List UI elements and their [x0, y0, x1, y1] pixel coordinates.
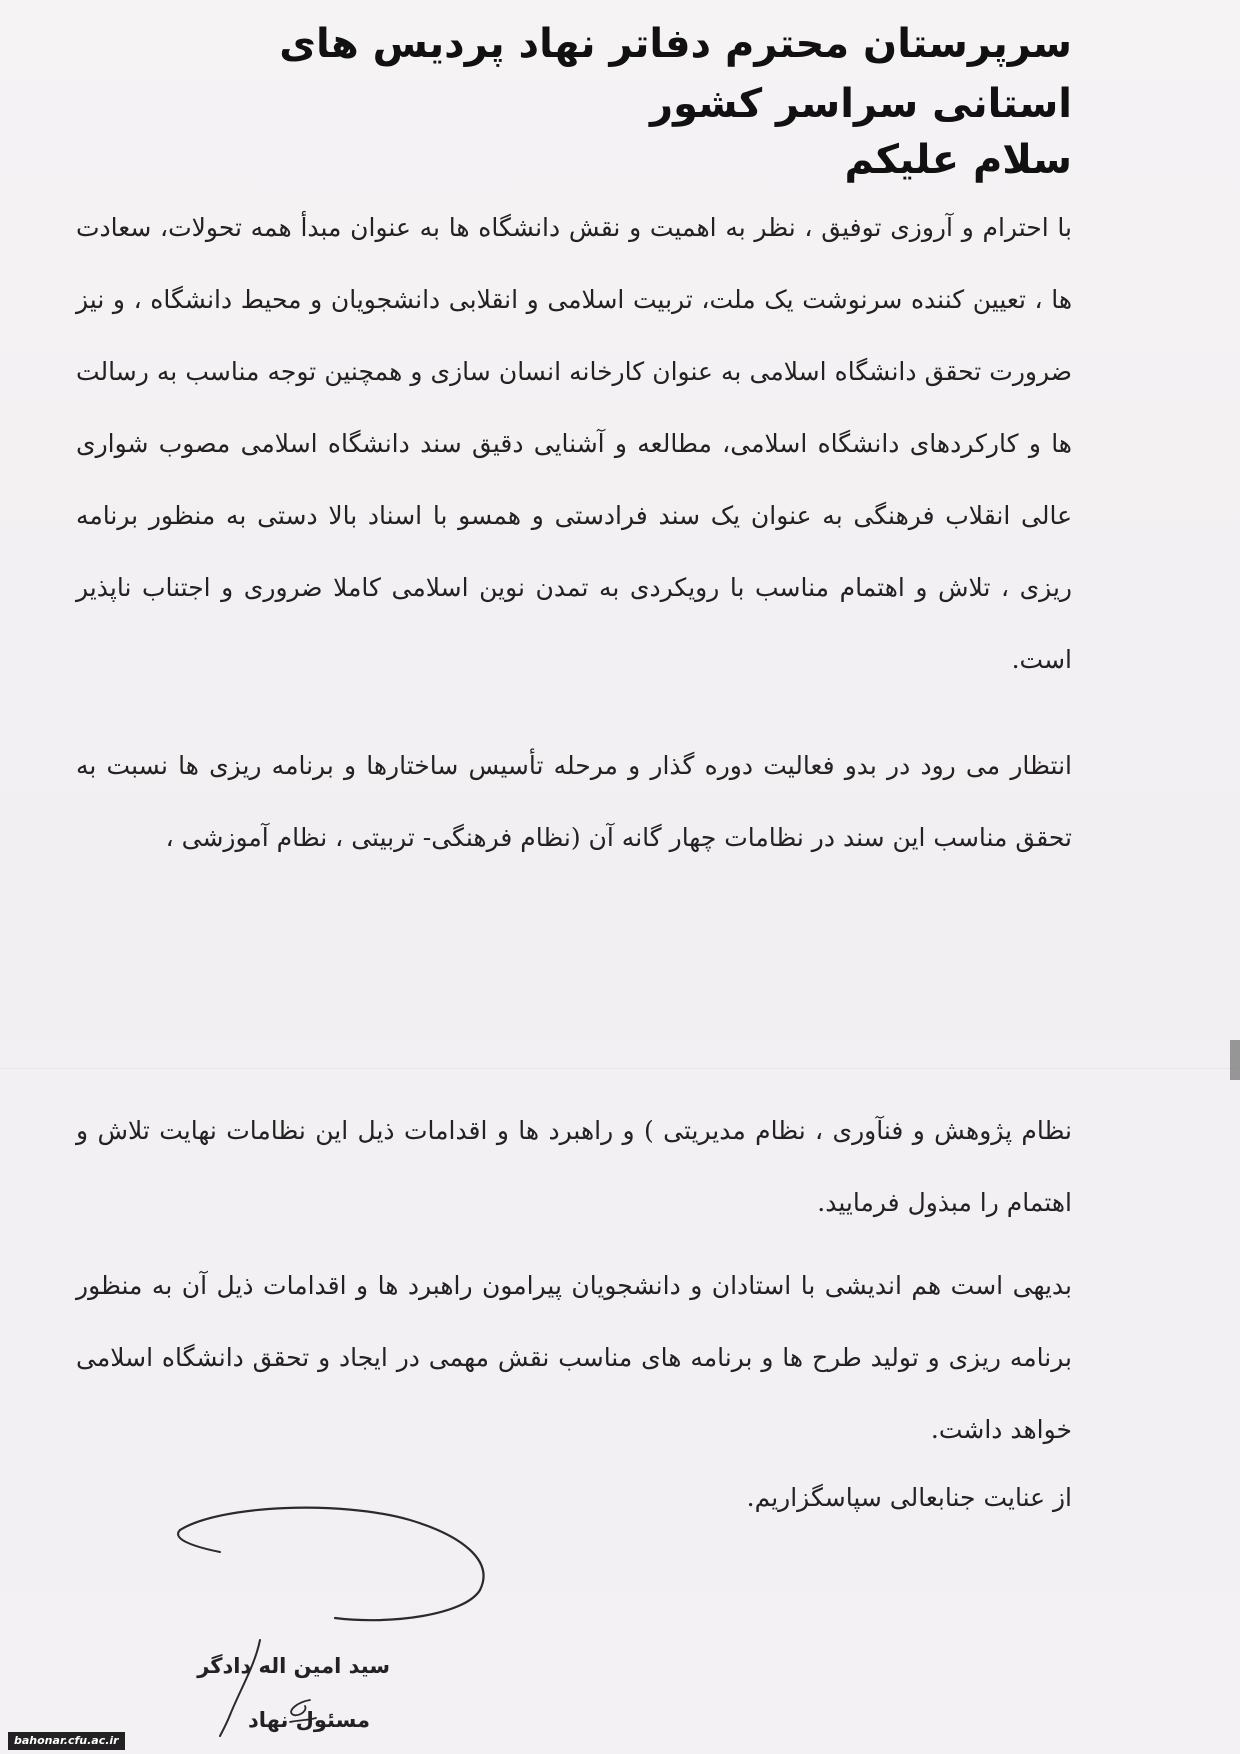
handwritten-signature-icon — [160, 1500, 500, 1740]
letter-paragraph-2: انتظار می رود در بدو فعالیت دوره گذار و مرحله تأسیس ساختارها و برنامه ریزی ها نسبت به تحقق مناسب این سند در نظامات چهار گانه آن (نظام فرهنگی- تربیتی ، نظام آموزشی ، — [76, 751, 1072, 852]
signature-name: سید امین اله دادگر — [197, 1654, 390, 1678]
letter-greeting: سلام علیکم — [844, 137, 1072, 183]
site-watermark: bahonar.cfu.ac.ir — [8, 1732, 125, 1750]
signature-block — [160, 1500, 500, 1740]
letter-paragraph-1: با احترام و آروزی توفیق ، نظر به اهمیت و نقش دانشگاه ها به عنوان مبدأ همه تحولات، سعادت ها ، تعیین کننده سرنوشت یک ملت، تربیت اسلامی و انقلابی دانشجویان و محیط دانشگاه ، و نیز ضرورت تحقق دانشگاه اسلامی به عنوان کارخانه انسان سازی و همچنین توجه مناسب به رسالت ها و کارکردهای دانشگاه اسلامی، مطالعه و آشنایی دقیق سند دانشگاه اسلامی مصوب شواری عالی انقلاب فرهنگی به عنوان یک سند فرادستی و همسو با اسناد بالا دستی به منظور برنامه ریزی ، تلاش و اهتمام مناسب با رویکردی به تمدن نوین اسلامی کاملا ضروری و اجتناب ناپذیر است. — [76, 213, 1072, 674]
letter-paragraph-3: نظام پژوهش و فنآوری ، نظام مدیریتی ) و راهبرد ها و اقدامات ذیل این نظامات نهایت تلاش و اهتمام را مبذول فرمایید. — [76, 1116, 1072, 1217]
letter-closing: از عنایت جنابعالی سپاسگزاریم. — [746, 1483, 1072, 1512]
page-break-gap — [0, 1068, 1240, 1069]
letter-heading: سرپرستان محترم دفاتر نهاد پردیس های استانی سراسر کشور — [279, 21, 1072, 127]
signature-title: مسئول نهاد — [247, 1708, 370, 1732]
letter-paragraph-4: بدیهی است هم اندیشی با استادان و دانشجویان پیرامون راهبرد ها و اقدامات ذیل آن به منظور برنامه ریزی و تولید طرح ها و برنامه های مناسب نقش مهمی در ایجاد و تحقق دانشگاه اسلامی خواهد داشت. — [76, 1271, 1072, 1444]
scan-edge-mark — [1230, 1040, 1240, 1080]
